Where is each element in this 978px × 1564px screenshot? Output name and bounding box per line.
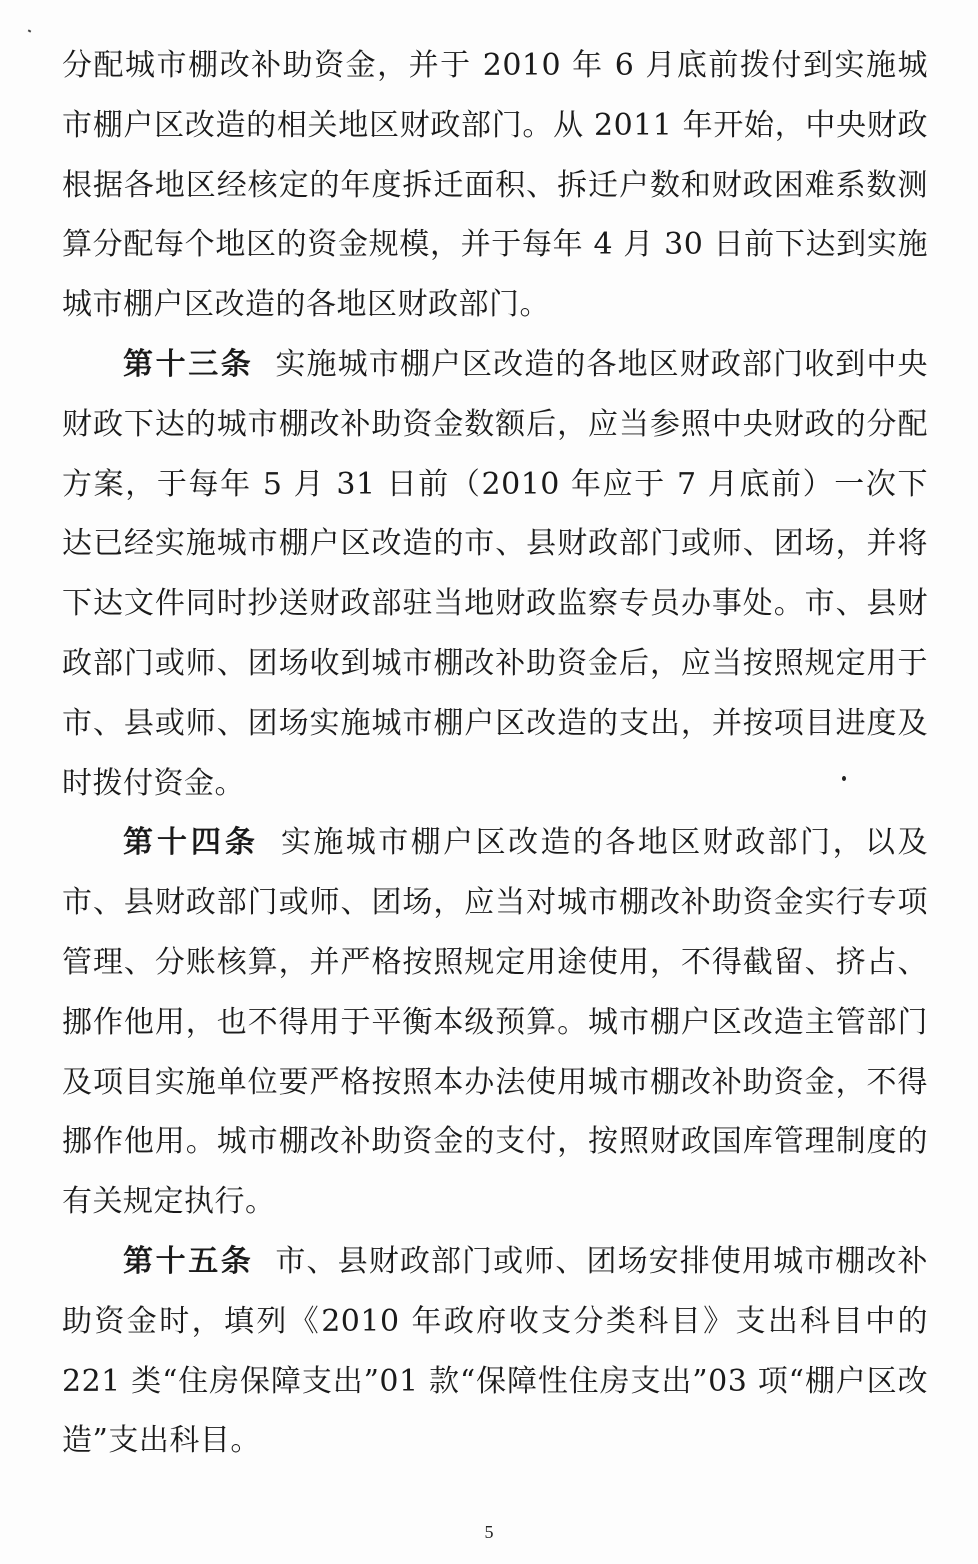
paragraph-continuation [62, 36, 928, 335]
paragraph-text: 实施城市棚户区改造的各地区财政部门收到中央财政下达的城市棚改补助资金数额后，应当参照中央财政的分配方案，于每年 5 月 31 日前（2010 年应于 7 月底前）一次下达已经实施城市棚户区改造的市、县财政部门或师、团场，并将下达文件同时抄送财政部驻当地财政监察专员办事处。市、县财政部门或师、团场收到城市棚改补助资金后，应当按照规定用于市、县或师、团场实施城市棚户区改造的支出，并按项目进度及时拨付资金。 [62, 346, 929, 801]
scan-speck [842, 776, 846, 781]
article-13 [62, 335, 928, 813]
paragraph-text: 实施城市棚户区改造的各地区财政部门，以及市、县财政部门或师、团场，应当对城市棚改补助资金实行专项管理、分账核算，并严格按照规定用途使用，不得截留、挤占、挪作他用，也不得用于平衡本级预算。城市棚户区改造主管部门及项目实施单位要严格按照本办法使用城市棚改补助资金，不得挪作他用。城市棚改补助资金的支付，按照财政国库管理制度的有关规定执行。 [62, 825, 929, 1220]
article-heading: 第十五条 [123, 1243, 254, 1279]
scan-speck [28, 29, 32, 32]
page-number: 5 [484, 1522, 494, 1542]
paragraph-text: 市、县财政部门或师、团场安排使用城市棚改补助资金时，填列《2010 年政府收支分类科目》支出科目中的 221 类“住房保障支出”01 款“保障性住房支出”03 项“棚户区改造”支出科目。 [62, 1243, 929, 1459]
paragraph-text: 分配城市棚改补助资金，并于 2010 年 6 月底前拨付到实施城市棚户区改造的相关地区财政部门。从 2011 年开始，中央财政根据各地区经核定的年度拆迁面积、拆迁户数和财政困难系数测算分配每个地区的资金规模，并于每年 4 月 30 日前下达到实施城市棚户区改造的各地区财政部门。 [62, 48, 928, 323]
article-15 [62, 1232, 928, 1471]
article-heading: 第十三条 [123, 346, 254, 382]
article-heading: 第十四条 [123, 825, 259, 861]
article-14 [62, 813, 928, 1232]
